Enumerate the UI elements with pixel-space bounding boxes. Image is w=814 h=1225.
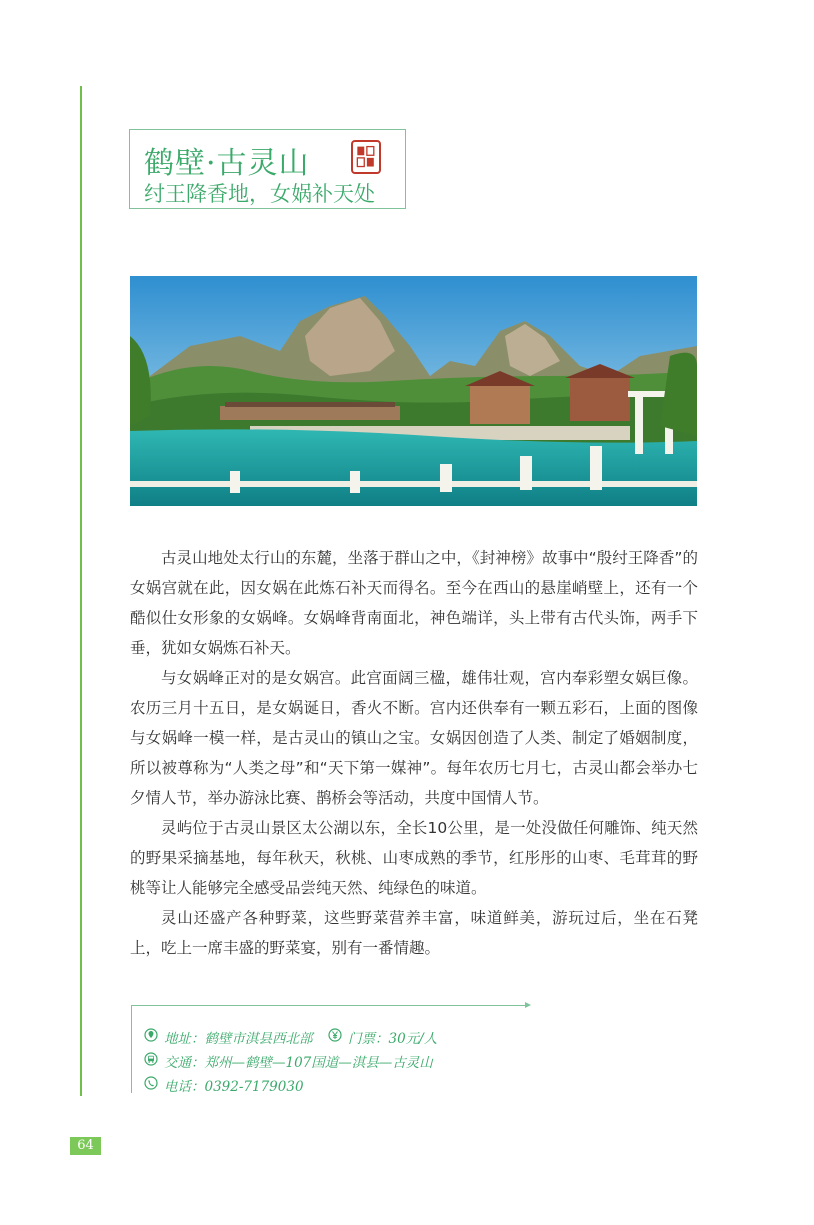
info-top-rule: [131, 1005, 527, 1006]
article-body: [130, 543, 698, 963]
yuan-icon: [328, 1028, 342, 1042]
left-margin-rule: [80, 86, 82, 1096]
address-row: [164, 1027, 313, 1047]
bus-icon: [144, 1052, 158, 1066]
paragraph: 与女娲峰正对的是女娲宫。此宫面阔三楹，雄伟壮观，宫内奉彩塑女娲巨像。农历三月十五日，是女娲诞日，香火不断。宫内还供奉有一颗五彩石，上面的图像与女娲峰一模一样，是古灵山的镇山之宝。女娲因创造了人类、制定了婚姻制度，所以被尊称为“人类之母”和“天下第一媒神”。每年农历七月七，古灵山都会举办七夕情人节，举办游泳比赛、鹊桥会等活动，共度中国情人节。: [130, 669, 698, 807]
title-box: [129, 129, 406, 209]
phone-icon: [144, 1076, 158, 1090]
scenic-photo: [130, 276, 697, 506]
paragraph: 灵山还盛产各种野菜，这些野菜营养丰富，味道鲜美，游玩过后，坐在石凳上，吃上一席丰盛的野菜宴，别有一番情趣。: [130, 909, 698, 957]
phone-text: 电话：0392-7179030: [164, 1079, 304, 1095]
transport-text: 交通：郑州—鹤壁—107国道—淇县—古灵山: [164, 1055, 433, 1071]
paragraph: 灵屿位于古灵山景区太公湖以东，全长10公里，是一处没做任何雕饰、纯天然的野果采摘基地，每年秋天，秋桃、山枣成熟的季节，红彤彤的山枣、毛茸茸的野桃等让人能够完全感受品尝纯天然、纯绿色的味道。: [130, 819, 698, 897]
address-text: 地址：鹤壁市淇县西北部: [164, 1031, 313, 1047]
page-subtitle: 纣王降香地，女娲补天处: [144, 182, 375, 206]
ticket-text: 门票：30元/人: [348, 1031, 438, 1047]
transport-row: [164, 1051, 433, 1071]
page-title: 鹤壁·古灵山: [144, 146, 310, 181]
info-arrow-icon: [525, 1002, 531, 1008]
phone-row: [164, 1075, 304, 1095]
page-number: 64: [70, 1137, 101, 1155]
paragraph: 古灵山地处太行山的东麓，坐落于群山之中，《封神榜》故事中“殷纣王降香”的女娲宫就在此，因女娲在此炼石补天而得名。至今在西山的悬崖峭壁上，还有一个酷似仕女形象的女娲峰。女娲峰背南面北，神色端详，头上带有古代头饰，两手下垂，犹如女娲炼石补天。: [130, 549, 698, 657]
info-box: [131, 1005, 531, 1095]
info-left-rule: [131, 1005, 132, 1093]
location-pin-icon: [144, 1028, 158, 1042]
ticket-row: [348, 1027, 437, 1047]
seal-stamp-icon: [351, 140, 381, 174]
